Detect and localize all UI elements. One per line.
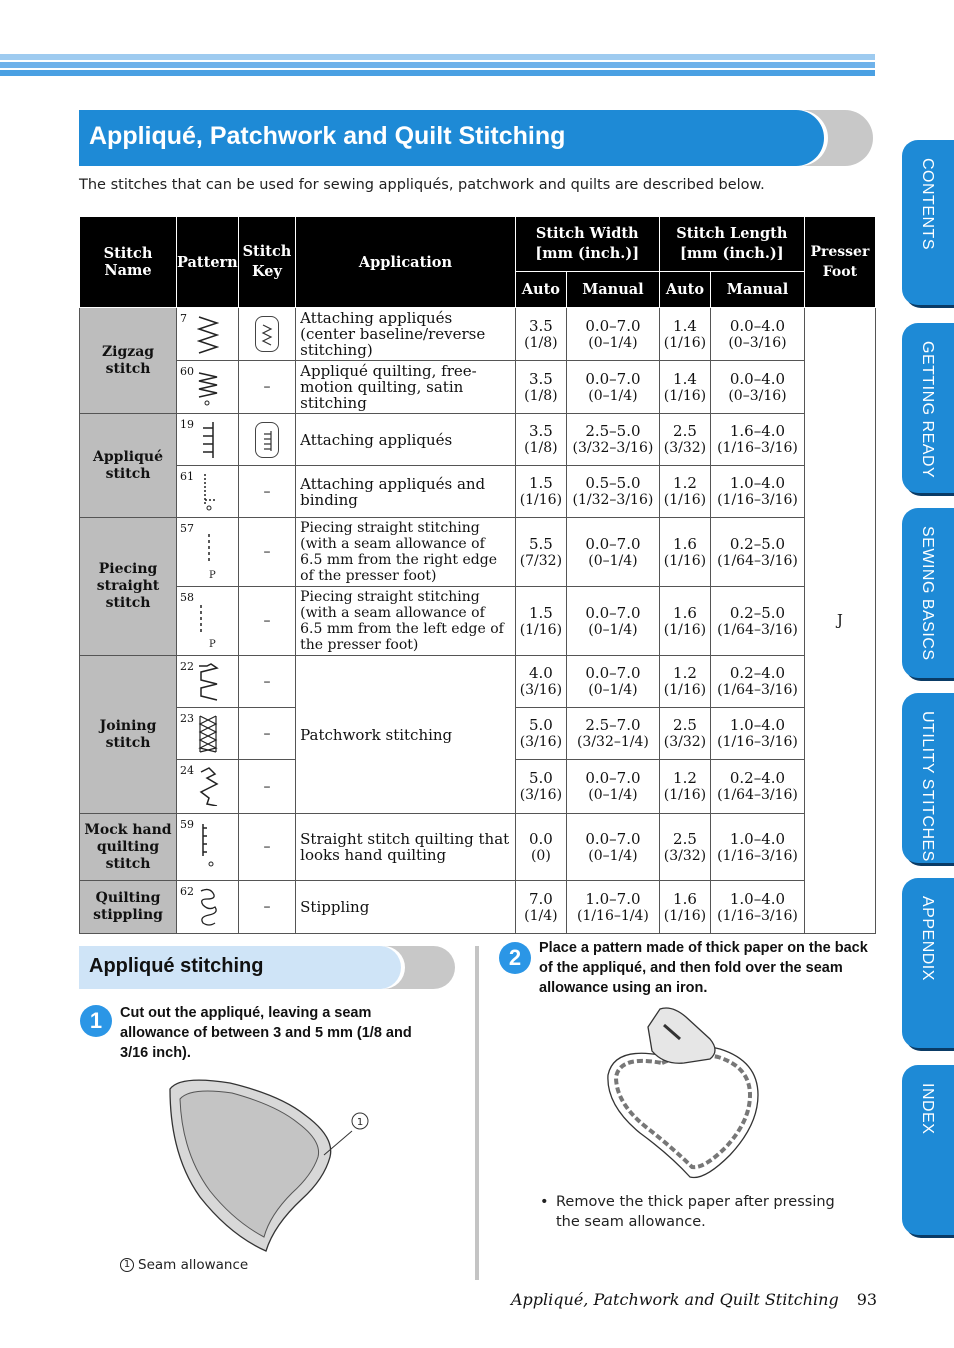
table-row: 23 – 5.0 (3/16) 2.5–7.0 (3/32–1/4) 2.5 (3/32) 1.0–4.0 (1/16–3/16) [80,708,876,760]
table-row: 60 – Appliqué quilting, free-motion quilting, satin stitching 3.5 (1/8) 0.0–7.0 (0–1/4) 1.4 (1/16) 0.0–4.0 (0–3/16) [80,361,876,414]
table-row: 24 – 5.0 (3/16) 0.0–7.0 (0–1/4) 1.2 (1/16) 0.2–4.0 (1/64–3/16) [80,760,876,814]
bullet-note: • Remove the thick paper after pressing the seam allowance. [540,1194,835,1230]
top-stripes [0,54,875,82]
stitch-key-cell [238,308,295,361]
cross-stitch-pattern-icon [197,714,219,754]
intro-text: The stitches that can be used for sewing appliqués, patchwork and quilts are described below. [79,177,765,193]
serpentine-pattern-icon [197,766,219,806]
page-number: 93 [856,1290,878,1309]
pattern-cell: 62 [177,881,239,934]
table-row: Zigzag stitch 7 Attaching appliqués (center baseline/reverse stitching) 3.5 (1/8) 0.0–7.0 (0–1/4) 1.4 (1/16) 0.0–4.0 (0–3/16) J [80,308,876,361]
blanket-pattern-icon [197,472,219,512]
pattern-cell: 24 [177,760,239,814]
table-row: Joining stitch 22 – Patchwork stitching 4.0 (3/16) 0.0–7.0 (0–1/4) 1.2 (1/16) 0.2–4.0 (1/64–3/16) [80,656,876,708]
header-presser-foot: Presser Foot [804,217,875,308]
applique-cut-illustration [160,1075,380,1255]
header-stitch-length: Stitch Length [mm (inch.)] [659,217,804,272]
title-banner [79,110,874,166]
svg-text:P: P [209,570,216,580]
table-row: Mock hand quilting stitch 59 – Straight stitch quilting that looks hand quilting 0.0 (0) 0.0–7.0 (0–1/4) 2.5 (3/32) 1.0–4.0 (1/16–3/16) [80,814,876,881]
hand-quilting-pattern-icon [197,820,219,870]
section-title: Appliqué stitching [89,955,264,977]
svg-text:1: 1 [356,1117,364,1128]
satin-zigzag-pattern-icon [197,367,219,407]
stippling-pattern-icon [197,887,219,927]
stitch-name-joining: Joining stitch [80,656,177,814]
table-row: Quilting stippling 62 – Stippling 7.0 (1/4) 1.0–7.0 (1/16–1/4) 1.6 (1/16) 1.0–4.0 (1/16–3/16) [80,881,876,934]
stitch-key-cell [238,414,295,466]
tab-index[interactable]: INDEX [902,1065,954,1235]
header-application: Application [296,217,516,308]
table-row: Appliqué stitch 19 Attaching appliqués 3.5 (1/8) 2.5–5.0 (3/32–3/16) 2.5 (3/32) 1.6–4.0 (1/16–3/16) [80,414,876,466]
stitch-name-mock-hand-quilting: Mock hand quilting stitch [80,814,177,881]
pattern-cell: 60 [177,361,239,414]
table-row: 58 P – Piecing straight stitching (with a seam allowance of 6.5 mm from the left edge of the presser foot) 1.5 (1/16) 0.0–7.0 (0–1/4) 1.6 (1/16) 0.2–5.0 (1/64–3/16) [80,587,876,656]
table-row: 61 – Attaching appliqués and binding 1.5 (1/16) 0.5–5.0 (1/32–3/16) 1.2 (1/16) 1.0–4.0 (1/16–3/16) [80,466,876,518]
stitch-table [79,216,876,934]
tab-contents[interactable]: CONTENTS [902,140,954,305]
tab-appendix[interactable]: APPENDIX [902,878,954,1048]
tab-sewing-basics[interactable]: SEWING BASICS [902,508,954,678]
header-stitch-width: Stitch Width [mm (inch.)] [515,217,659,272]
header-stitch-name: Stitch Name [80,217,177,308]
table-row: Piecing straight stitch 57 P – Piecing straight stitching (with a seam allowance of 6.5 mm from the right edge of the presser foot) 5.5 (7/32) 0.0–7.0 (0–1/4) 1.6 (1/16) 0.2–5.0 (1/64–3/16) [80,518,876,587]
header-stitch-key: Stitch Key [238,217,295,308]
page-title: Appliqué, Patchwork and Quilt Stitching [89,122,566,150]
column-divider [475,946,479,1280]
header-width-auto: Auto [515,272,566,308]
pattern-cell: 19 [177,414,239,466]
pattern-cell: 23 [177,708,239,760]
applique-pattern-icon [197,420,219,460]
presser-foot-value: J [804,308,875,934]
footer-title: Appliqué, Patchwork and Quilt Stitching [511,1290,839,1309]
zigzag-key-icon [255,316,279,352]
piecing-left-pattern-icon [197,593,219,649]
zigzag-pattern-icon [197,314,219,354]
step-1-text: Cut out the appliqué, leaving a seam allowance of between 3 and 5 mm (1/8 and 3/16 inch). [120,1005,412,1061]
tab-utility-stitches[interactable]: UTILITY STITCHES [902,693,954,863]
pattern-cell: 61 [177,466,239,518]
stitch-name-applique: Appliqué stitch [80,414,177,518]
header-width-manual: Manual [567,272,660,308]
step-2-text: Place a pattern made of thick paper on the back of the appliqué, and then fold over the seam allowance using an iron. [539,940,868,996]
applique-key-icon [255,422,279,458]
stitch-name-piecing: Piecing straight stitch [80,518,177,656]
tab-getting-ready[interactable]: GETTING READY [902,323,954,493]
piecing-right-pattern-icon [197,524,219,580]
pattern-cell: 7 [177,308,239,361]
iron-icon [648,1008,715,1063]
applique-iron-illustration [600,1005,780,1185]
header-pattern: Pattern [177,217,239,308]
stitch-name-zigzag: Zigzag stitch [80,308,177,414]
step-2-badge: 2 [499,942,531,974]
svg-text:P: P [209,639,216,649]
step-1-badge: 1 [80,1005,112,1037]
section-banner [79,946,456,989]
pattern-cell: 59 [177,814,239,881]
side-tabs [902,0,954,1348]
pattern-cell: 57 P [177,518,239,587]
header-length-auto: Auto [659,272,710,308]
page-footer [511,1290,877,1309]
pattern-cell: 58 P [177,587,239,656]
joining-pattern-icon [197,662,219,702]
figure-caption: 1 Seam allowance [120,1257,248,1273]
pattern-cell: 22 [177,656,239,708]
callout-number: 1 [120,1258,134,1272]
stitch-name-quilting-stippling: Quilting stippling [80,881,177,934]
header-length-manual: Manual [711,272,805,308]
